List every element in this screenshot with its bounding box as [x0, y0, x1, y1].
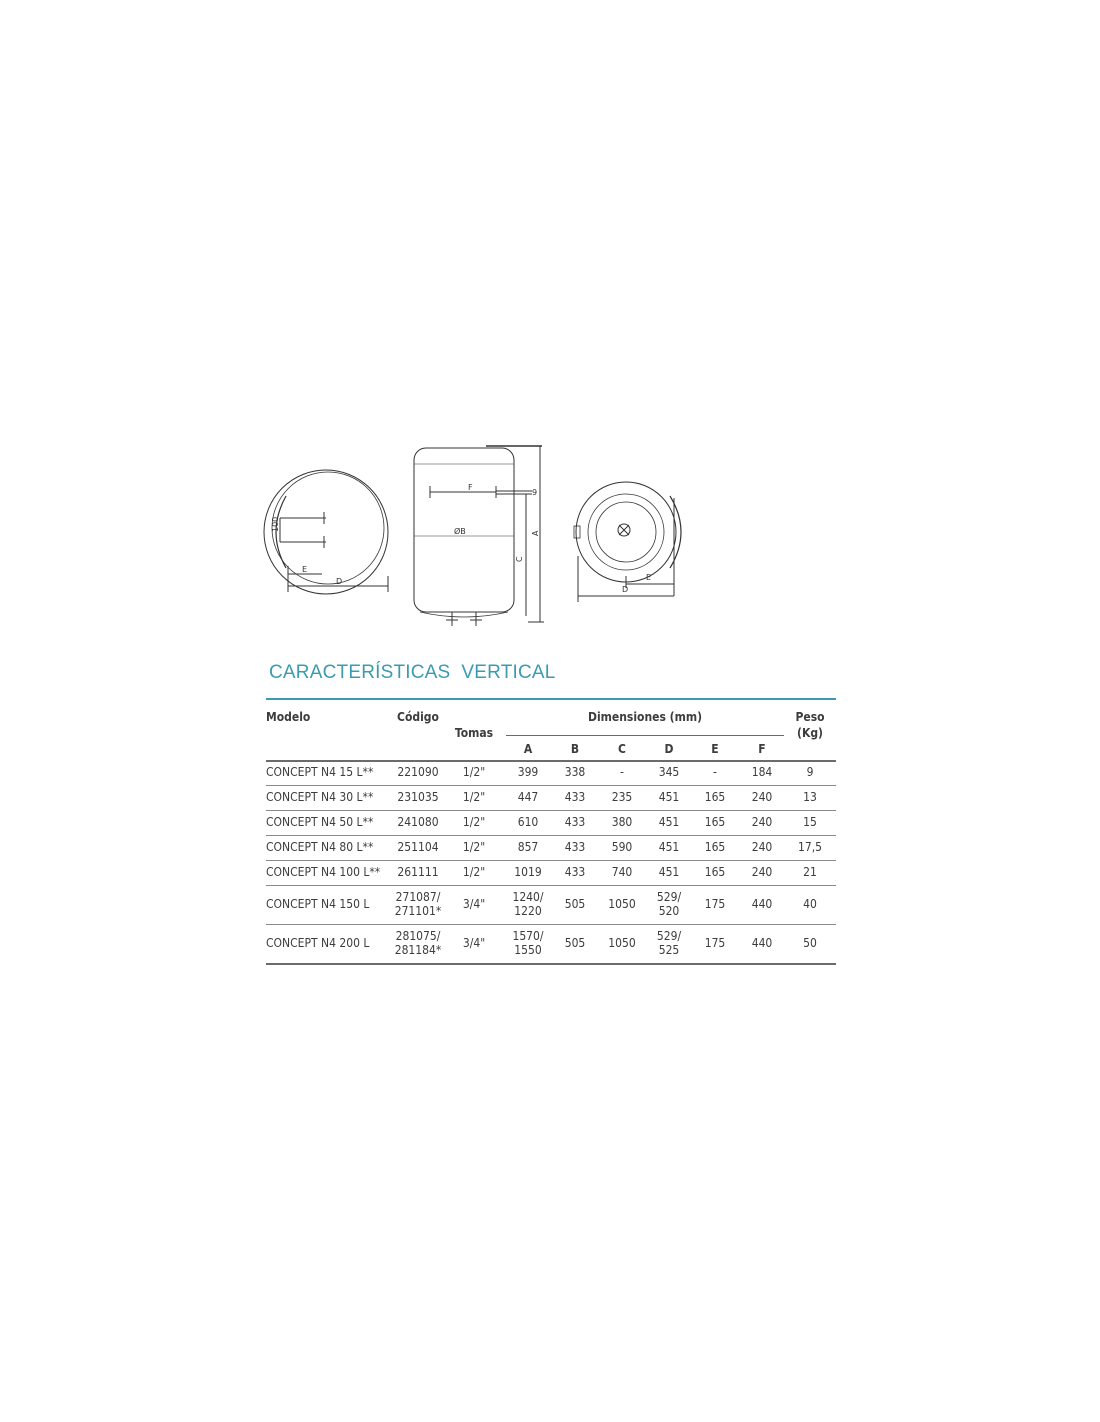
dim-label-g: 9 — [532, 488, 538, 497]
cell-tomas: 1/2" — [462, 864, 486, 879]
cell-tomas: 3/4" — [462, 896, 486, 911]
section-title: CARACTERÍSTICAS VERTICAL — [269, 662, 556, 683]
row-rule — [266, 860, 836, 861]
back-view — [574, 482, 681, 602]
spec-table — [266, 698, 836, 966]
cell-d: 451 — [658, 864, 680, 879]
cell-d: 451 — [658, 814, 680, 829]
dim-label-100: 100 — [271, 516, 280, 532]
cell-codigo: 271087/ — [395, 890, 441, 904]
cell-f: 184 — [751, 764, 773, 779]
cell-codigo: 221090 — [397, 764, 439, 779]
cell-b: 505 — [564, 935, 586, 950]
cell-f: 240 — [751, 839, 773, 854]
cell-c: 380 — [611, 814, 633, 829]
cell-modelo: CONCEPT N4 150 L — [266, 896, 370, 911]
cell-b: 433 — [564, 864, 586, 879]
cell-d: 525 — [658, 943, 680, 957]
cell-a: 399 — [517, 764, 539, 779]
cell-e: 165 — [704, 789, 726, 804]
header-dim-f: F — [758, 742, 766, 756]
header-peso-line2: (Kg) — [797, 726, 823, 740]
cell-d: 451 — [658, 839, 680, 854]
cell-d: 529/ — [656, 929, 682, 943]
row-rule — [266, 924, 836, 925]
cell-b: 505 — [564, 896, 586, 911]
cell-modelo: CONCEPT N4 50 L** — [266, 814, 374, 829]
cell-c: 1050 — [608, 935, 636, 950]
cell-peso: 15 — [803, 814, 817, 829]
cell-c: 235 — [611, 789, 633, 804]
row-rule — [266, 885, 836, 886]
cell-tomas: 1/2" — [462, 789, 486, 804]
row-rule — [266, 785, 836, 786]
cell-f: 240 — [751, 814, 773, 829]
cell-tomas: 1/2" — [462, 814, 486, 829]
cell-peso: 13 — [803, 789, 817, 804]
header-dim-b: B — [570, 742, 580, 756]
cell-a: 1550 — [514, 943, 542, 957]
cell-peso: 17,5 — [797, 839, 823, 854]
dim-label-side-d: D — [336, 577, 343, 586]
cell-a: 1240/ — [512, 890, 544, 904]
dim-label-f: F — [468, 483, 473, 492]
header-dimensiones: Dimensiones (mm) — [587, 710, 703, 724]
cell-codigo: 241080 — [397, 814, 439, 829]
header-modelo: Modelo — [266, 710, 311, 724]
cell-d: 451 — [658, 789, 680, 804]
cell-codigo: 251104 — [397, 839, 439, 854]
cell-peso: 50 — [803, 935, 817, 950]
dim-label-side-e: E — [302, 565, 308, 574]
dim-label-c: C — [515, 556, 524, 562]
header-dim-c: C — [618, 742, 626, 756]
cell-tomas: 1/2" — [462, 839, 486, 854]
cell-d: 529/ — [656, 890, 682, 904]
cell-c: 1050 — [608, 896, 636, 911]
header-peso-line1: Peso — [795, 710, 825, 724]
cell-a: 610 — [517, 814, 539, 829]
cell-d: 520 — [658, 904, 680, 918]
dim-label-b: ØB — [454, 527, 466, 536]
cell-codigo: 281184* — [394, 943, 442, 957]
header-codigo: Código — [397, 710, 439, 724]
cell-codigo: 281075/ — [395, 929, 441, 943]
header-dim-d: D — [664, 742, 674, 756]
cell-f: 240 — [751, 864, 773, 879]
cell-modelo: CONCEPT N4 80 L** — [266, 839, 374, 854]
cell-codigo: 261111 — [397, 864, 439, 879]
dim-label-a: A — [531, 530, 540, 536]
cell-e: 165 — [704, 814, 726, 829]
cell-f: 440 — [751, 896, 773, 911]
cell-c: 740 — [611, 864, 633, 879]
cell-e: 175 — [704, 935, 726, 950]
cell-a: 1220 — [514, 904, 542, 918]
dim-label-back-d: D — [622, 585, 629, 594]
cell-e: 165 — [704, 839, 726, 854]
cell-tomas: 1/2" — [462, 764, 486, 779]
header-tomas: Tomas — [454, 726, 494, 740]
cell-b: 433 — [564, 839, 586, 854]
cell-d: 345 — [658, 764, 680, 779]
row-rule — [266, 963, 836, 965]
cell-peso: 9 — [806, 764, 814, 779]
header-rule — [266, 760, 836, 762]
cell-e: 165 — [704, 864, 726, 879]
cell-a: 857 — [517, 839, 539, 854]
cell-modelo: CONCEPT N4 15 L** — [266, 764, 374, 779]
cell-modelo: CONCEPT N4 100 L** — [266, 864, 381, 879]
cell-a: 447 — [517, 789, 539, 804]
cell-modelo: CONCEPT N4 200 L — [266, 935, 370, 950]
cell-c: - — [620, 764, 624, 779]
cell-a: 1570/ — [512, 929, 544, 943]
header-dim-e: E — [711, 742, 719, 756]
cell-f: 440 — [751, 935, 773, 950]
cell-f: 240 — [751, 789, 773, 804]
cell-peso: 21 — [803, 864, 817, 879]
cell-c: 590 — [611, 839, 633, 854]
front-view — [414, 446, 544, 626]
cell-b: 433 — [564, 814, 586, 829]
cell-e: 175 — [704, 896, 726, 911]
dim-label-back-e: E — [646, 573, 652, 582]
cell-codigo: 271101* — [394, 904, 442, 918]
header-dim-a: A — [523, 742, 533, 756]
cell-tomas: 3/4" — [462, 935, 486, 950]
dimensions-header-rule — [506, 735, 784, 736]
side-view — [264, 470, 388, 594]
cell-codigo: 231035 — [397, 789, 439, 804]
row-rule — [266, 835, 836, 836]
cell-a: 1019 — [514, 864, 542, 879]
row-rule — [266, 810, 836, 811]
cell-modelo: CONCEPT N4 30 L** — [266, 789, 374, 804]
technical-drawing — [262, 436, 702, 628]
cell-peso: 40 — [803, 896, 817, 911]
cell-b: 338 — [564, 764, 586, 779]
cell-b: 433 — [564, 789, 586, 804]
cell-e: - — [713, 764, 717, 779]
